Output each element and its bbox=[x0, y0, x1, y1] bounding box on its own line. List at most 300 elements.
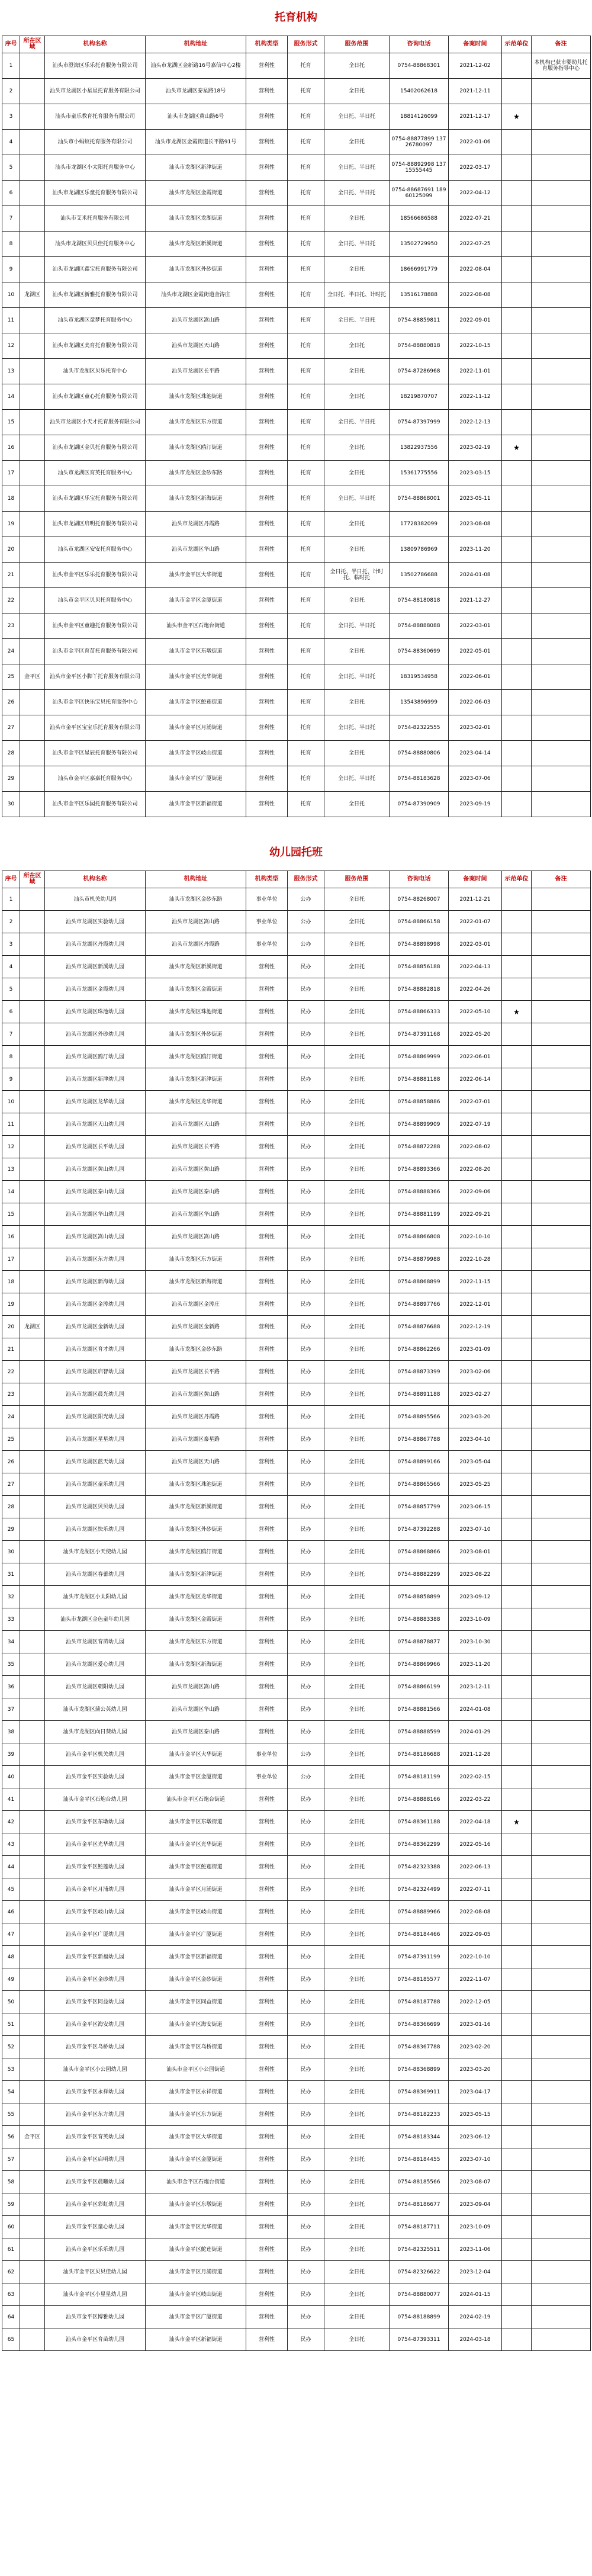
cell-address: 汕头市龙湖区嵩山路 bbox=[146, 1226, 246, 1248]
cell-region bbox=[20, 1811, 45, 1833]
cell-no: 30 bbox=[2, 792, 20, 817]
cell-form: 民办 bbox=[288, 1946, 324, 1968]
cell-date: 2024-01-08 bbox=[449, 1698, 502, 1721]
cell-date: 2023-08-01 bbox=[449, 1541, 502, 1563]
cell-name: 汕头市金平区机关幼儿园 bbox=[45, 1743, 146, 1766]
cell-form: 民办 bbox=[288, 2058, 324, 2081]
cell-star bbox=[502, 1248, 532, 1271]
cell-name: 汕头市金平区育苗托育服务有限公司 bbox=[45, 639, 146, 664]
cell-note bbox=[532, 1316, 591, 1338]
cell-range: 全日托 bbox=[324, 2036, 390, 2058]
cell-date: 2022-07-01 bbox=[449, 1091, 502, 1113]
cell-star bbox=[502, 333, 532, 359]
cell-address: 汕头市龙湖区天山路 bbox=[146, 333, 246, 359]
cell-range: 全日托 bbox=[324, 1676, 390, 1698]
cell-no: 17 bbox=[2, 461, 20, 486]
cell-type: 营利性 bbox=[246, 2126, 288, 2148]
cell-star bbox=[502, 933, 532, 956]
cell-type: 营利性 bbox=[246, 1451, 288, 1473]
cell-range: 全日托 bbox=[324, 79, 390, 104]
cell-date: 2023-08-07 bbox=[449, 2171, 502, 2193]
table-row bbox=[2, 1923, 591, 1946]
table-row bbox=[2, 1046, 591, 1068]
cell-date: 2022-11-01 bbox=[449, 359, 502, 384]
cell-range: 全日托 bbox=[324, 911, 390, 933]
cell-date: 2023-02-01 bbox=[449, 715, 502, 741]
cell-type: 营利性 bbox=[246, 1406, 288, 1428]
cell-star bbox=[502, 1361, 532, 1383]
cell-star bbox=[502, 384, 532, 410]
cell-region bbox=[20, 1631, 45, 1653]
cell-region bbox=[20, 1586, 45, 1608]
cell-name: 汕头市金平区小星星幼儿园 bbox=[45, 2283, 146, 2306]
table-row bbox=[2, 1811, 591, 1833]
cell-note bbox=[532, 2283, 591, 2306]
cell-no: 21 bbox=[2, 563, 20, 588]
cell-range: 全日托、半日托 bbox=[324, 664, 390, 690]
cell-date: 2023-02-27 bbox=[449, 1383, 502, 1406]
cell-form: 民办 bbox=[288, 1653, 324, 1676]
cell-form: 民办 bbox=[288, 2193, 324, 2216]
cell-name: 汕头市金平区启明幼儿园 bbox=[45, 2148, 146, 2171]
table-row bbox=[2, 1001, 591, 1023]
cell-note bbox=[532, 2013, 591, 2036]
cell-range: 全日托 bbox=[324, 639, 390, 664]
cell-phone: 0754-87390909 bbox=[390, 792, 449, 817]
cell-form: 民办 bbox=[288, 1383, 324, 1406]
cell-name: 汕头市龙湖区小太阳托育服务中心 bbox=[45, 155, 146, 181]
cell-address: 汕头市金平区广厦街道 bbox=[146, 2306, 246, 2328]
cell-form: 民办 bbox=[288, 1856, 324, 1878]
cell-range: 全日托 bbox=[324, 130, 390, 155]
cell-note bbox=[532, 792, 591, 817]
cell-no: 57 bbox=[2, 2148, 20, 2171]
cell-name: 汕头市龙湖区贝贝幼儿园 bbox=[45, 1496, 146, 1518]
cell-address: 汕头市龙湖区新溪街道 bbox=[146, 232, 246, 257]
cell-note bbox=[532, 2328, 591, 2351]
cell-range: 全日托 bbox=[324, 1271, 390, 1293]
cell-star bbox=[502, 1608, 532, 1631]
cell-range: 全日托 bbox=[324, 1991, 390, 2013]
cell-region bbox=[20, 1856, 45, 1878]
cell-range: 全日托 bbox=[324, 1608, 390, 1631]
cell-phone: 0754-82322555 bbox=[390, 715, 449, 741]
cell-type: 营利性 bbox=[246, 104, 288, 130]
cell-date: 2022-08-20 bbox=[449, 1158, 502, 1181]
cell-name: 汕头市龙湖区美育托育服务有限公司 bbox=[45, 333, 146, 359]
cell-region bbox=[20, 2216, 45, 2238]
cell-range: 全日托 bbox=[324, 1023, 390, 1046]
cell-range: 全日托、半日托 bbox=[324, 715, 390, 741]
cell-star bbox=[502, 1473, 532, 1496]
cell-range: 全日托、半日托 bbox=[324, 486, 390, 512]
cell-form: 民办 bbox=[288, 2306, 324, 2328]
cell-name: 汕头市金平区实验幼儿园 bbox=[45, 1766, 146, 1788]
cell-form: 民办 bbox=[288, 2216, 324, 2238]
cell-note bbox=[532, 333, 591, 359]
cell-phone: 0754-82323388 bbox=[390, 1856, 449, 1878]
cell-phone: 0754-88188899 bbox=[390, 2306, 449, 2328]
cell-note bbox=[532, 690, 591, 715]
cell-date: 2023-05-11 bbox=[449, 486, 502, 512]
cell-phone: 18566686588 bbox=[390, 206, 449, 232]
cell-type: 营利性 bbox=[246, 410, 288, 435]
cell-form: 托育 bbox=[288, 333, 324, 359]
table-row bbox=[2, 1856, 591, 1878]
cell-note bbox=[532, 384, 591, 410]
cell-type: 营利性 bbox=[246, 2216, 288, 2238]
cell-region bbox=[20, 181, 45, 206]
cell-star bbox=[502, 664, 532, 690]
cell-date: 2022-12-19 bbox=[449, 1316, 502, 1338]
cell-form: 托育 bbox=[288, 308, 324, 333]
cell-address: 汕头市龙湖区鸥汀街道 bbox=[146, 435, 246, 461]
cell-range: 全日托 bbox=[324, 2013, 390, 2036]
cell-star bbox=[502, 1271, 532, 1293]
cell-type: 营利性 bbox=[246, 1946, 288, 1968]
cell-date: 2023-07-10 bbox=[449, 2148, 502, 2171]
table-row bbox=[2, 1518, 591, 1541]
cell-region bbox=[20, 308, 45, 333]
cell-date: 2022-04-26 bbox=[449, 978, 502, 1001]
cell-name: 汕头市龙湖区小太阳幼儿园 bbox=[45, 1586, 146, 1608]
cell-range: 全日托 bbox=[324, 2193, 390, 2216]
table-row bbox=[2, 1338, 591, 1361]
cell-range: 全日托 bbox=[324, 1293, 390, 1316]
cell-no: 7 bbox=[2, 1023, 20, 1046]
section-title-kindergarten: 幼儿园托班 bbox=[269, 846, 323, 859]
cell-star bbox=[502, 1856, 532, 1878]
cell-address: 汕头市龙湖区泰山路 bbox=[146, 1181, 246, 1203]
cell-star bbox=[502, 2328, 532, 2351]
cell-name: 汕头市龙湖区育英托育服务中心 bbox=[45, 461, 146, 486]
cell-star bbox=[502, 978, 532, 1001]
cell-range: 全日托 bbox=[324, 741, 390, 766]
cell-date: 2022-10-10 bbox=[449, 1946, 502, 1968]
cell-address: 汕头市龙湖区外砂街道 bbox=[146, 257, 246, 282]
table-row bbox=[2, 1541, 591, 1563]
cell-range: 全日托 bbox=[324, 588, 390, 614]
cell-star bbox=[502, 1901, 532, 1923]
cell-date: 2022-11-07 bbox=[449, 1968, 502, 1991]
cell-region bbox=[20, 435, 45, 461]
cell-region bbox=[20, 1946, 45, 1968]
cell-range: 全日托 bbox=[324, 1226, 390, 1248]
table-row bbox=[2, 792, 591, 817]
cell-region bbox=[20, 888, 45, 911]
cell-range: 全日托 bbox=[324, 1383, 390, 1406]
cell-star bbox=[502, 1698, 532, 1721]
cell-type: 营利性 bbox=[246, 588, 288, 614]
cell-name: 汕头市龙湖区蒲公英幼儿园 bbox=[45, 1698, 146, 1721]
table-row bbox=[2, 181, 591, 206]
cell-star bbox=[502, 2148, 532, 2171]
cell-note bbox=[532, 1181, 591, 1203]
cell-phone: 0754-88895566 bbox=[390, 1406, 449, 1428]
cell-name: 汕头市金平区乌桥幼儿园 bbox=[45, 2036, 146, 2058]
cell-range: 全日托 bbox=[324, 1878, 390, 1901]
table-row bbox=[2, 933, 591, 956]
table-row bbox=[2, 1586, 591, 1608]
cell-note bbox=[532, 282, 591, 308]
table-row bbox=[2, 308, 591, 333]
cell-type: 营利性 bbox=[246, 1901, 288, 1923]
table-row bbox=[2, 435, 591, 461]
cell-form: 民办 bbox=[288, 2126, 324, 2148]
cell-star bbox=[502, 1878, 532, 1901]
cell-date: 2023-09-04 bbox=[449, 2193, 502, 2216]
cell-range: 全日托 bbox=[324, 1811, 390, 1833]
cell-type: 营利性 bbox=[246, 664, 288, 690]
cell-no: 49 bbox=[2, 1968, 20, 1991]
cell-date: 2022-06-13 bbox=[449, 1856, 502, 1878]
cell-range: 全日托 bbox=[324, 1586, 390, 1608]
cell-note bbox=[532, 486, 591, 512]
cell-no: 3 bbox=[2, 104, 20, 130]
cell-name: 汕头市小蚂蚁托育服务有限公司 bbox=[45, 130, 146, 155]
cell-type: 营利性 bbox=[246, 1361, 288, 1383]
table-row bbox=[2, 1676, 591, 1698]
table-row bbox=[2, 1788, 591, 1811]
table-row bbox=[2, 956, 591, 978]
kindergarten-table bbox=[2, 871, 591, 2351]
cell-address: 汕头市金平区东墩街道 bbox=[146, 1811, 246, 1833]
cell-form: 民办 bbox=[288, 2171, 324, 2193]
cell-region bbox=[20, 1878, 45, 1901]
cell-form: 民办 bbox=[288, 2261, 324, 2283]
cell-no: 40 bbox=[2, 1766, 20, 1788]
cell-star bbox=[502, 1113, 532, 1136]
cell-type: 营利性 bbox=[246, 792, 288, 817]
cell-address: 汕头市龙湖区新溪街道 bbox=[146, 1496, 246, 1518]
cell-address: 汕头市龙湖区嵩山路 bbox=[146, 911, 246, 933]
cell-form: 托育 bbox=[288, 181, 324, 206]
cell-name: 汕头市龙湖区金霞幼儿园 bbox=[45, 978, 146, 1001]
cell-name: 汕头市金平区童心幼儿园 bbox=[45, 2216, 146, 2238]
cell-phone: 0754-87391199 bbox=[390, 1946, 449, 1968]
cell-form: 公办 bbox=[288, 1766, 324, 1788]
cell-name: 汕头市龙湖区小天使幼儿园 bbox=[45, 1541, 146, 1563]
cell-name: 汕头市龙湖区珠池幼儿园 bbox=[45, 1001, 146, 1023]
cell-form: 民办 bbox=[288, 1271, 324, 1293]
cell-form: 托育 bbox=[288, 537, 324, 563]
cell-region bbox=[20, 2238, 45, 2261]
cell-phone: 0754-88881188 bbox=[390, 1068, 449, 1091]
cell-date: 2021-12-28 bbox=[449, 1743, 502, 1766]
cell-type: 营利性 bbox=[246, 1271, 288, 1293]
cell-star bbox=[502, 1428, 532, 1451]
cell-type: 营利性 bbox=[246, 690, 288, 715]
cell-name: 汕头市龙湖区新雅托育服务有限公司 bbox=[45, 282, 146, 308]
cell-address: 汕头市龙湖区珠池街道 bbox=[146, 1473, 246, 1496]
cell-type: 营利性 bbox=[246, 2148, 288, 2171]
cell-address: 汕头市龙湖区黄山路 bbox=[146, 1158, 246, 1181]
cell-no: 9 bbox=[2, 1068, 20, 1091]
cell-range: 全日托 bbox=[324, 1001, 390, 1023]
cell-note bbox=[532, 181, 591, 206]
cell-form: 民办 bbox=[288, 1158, 324, 1181]
cell-no: 25 bbox=[2, 1428, 20, 1451]
cell-star bbox=[502, 308, 532, 333]
cell-form: 托育 bbox=[288, 614, 324, 639]
cell-address: 汕头市龙湖区金霞街道金涛庄 bbox=[146, 282, 246, 308]
cell-star bbox=[502, 956, 532, 978]
cell-name: 汕头市龙湖区实验幼儿园 bbox=[45, 911, 146, 933]
cell-address: 汕头市龙湖区东方街道 bbox=[146, 1631, 246, 1653]
cell-range: 全日托 bbox=[324, 1968, 390, 1991]
header-range: 服务范围 bbox=[324, 871, 390, 888]
cell-note bbox=[532, 639, 591, 664]
cell-address: 汕头市金平区鮀莲街道 bbox=[146, 1856, 246, 1878]
cell-type: 营利性 bbox=[246, 1316, 288, 1338]
cell-form: 托育 bbox=[288, 486, 324, 512]
cell-address: 汕头市金平区永祥街道 bbox=[146, 2081, 246, 2103]
cell-no: 26 bbox=[2, 690, 20, 715]
cell-no: 46 bbox=[2, 1901, 20, 1923]
cell-star bbox=[502, 2103, 532, 2126]
cell-form: 民办 bbox=[288, 1248, 324, 1271]
cell-no: 6 bbox=[2, 1001, 20, 1023]
table-row bbox=[2, 911, 591, 933]
cell-region bbox=[20, 1496, 45, 1518]
cell-date: 2022-02-15 bbox=[449, 1766, 502, 1788]
cell-form: 托育 bbox=[288, 359, 324, 384]
cell-form: 民办 bbox=[288, 1901, 324, 1923]
cell-name: 汕头市金平区彩虹幼儿园 bbox=[45, 2193, 146, 2216]
cell-region bbox=[20, 2261, 45, 2283]
cell-phone: 0754-88880806 bbox=[390, 741, 449, 766]
table-row bbox=[2, 1743, 591, 1766]
cell-name: 汕头市龙湖区鑫宝托育服务有限公司 bbox=[45, 257, 146, 282]
cell-note bbox=[532, 588, 591, 614]
cell-form: 民办 bbox=[288, 956, 324, 978]
cell-no: 21 bbox=[2, 1338, 20, 1361]
cell-date: 2022-10-15 bbox=[449, 333, 502, 359]
cell-name: 汕头市龙湖区育才幼儿园 bbox=[45, 1338, 146, 1361]
cell-star bbox=[502, 588, 532, 614]
cell-no: 34 bbox=[2, 1631, 20, 1653]
cell-date: 2024-02-19 bbox=[449, 2306, 502, 2328]
cell-date: 2022-09-21 bbox=[449, 1203, 502, 1226]
cell-star bbox=[502, 1091, 532, 1113]
cell-phone: 0754-88888599 bbox=[390, 1721, 449, 1743]
table-row bbox=[2, 1158, 591, 1181]
cell-star bbox=[502, 1946, 532, 1968]
cell-range: 全日托 bbox=[324, 2148, 390, 2171]
cell-type: 营利性 bbox=[246, 181, 288, 206]
table-row bbox=[2, 2013, 591, 2036]
cell-note bbox=[532, 2193, 591, 2216]
cell-note bbox=[532, 1698, 591, 1721]
cell-no: 50 bbox=[2, 1991, 20, 2013]
table-row bbox=[2, 1721, 591, 1743]
cell-phone: 0754-88873399 bbox=[390, 1361, 449, 1383]
cell-date: 2024-01-29 bbox=[449, 1721, 502, 1743]
cell-no: 43 bbox=[2, 1833, 20, 1856]
cell-note bbox=[532, 1968, 591, 1991]
table-row bbox=[2, 1496, 591, 1518]
cell-range: 全日托 bbox=[324, 1316, 390, 1338]
cell-phone: 0754-82324499 bbox=[390, 1878, 449, 1901]
cell-region bbox=[20, 1766, 45, 1788]
cell-date: 2022-03-01 bbox=[449, 933, 502, 956]
table-row bbox=[2, 1878, 591, 1901]
cell-region bbox=[20, 1271, 45, 1293]
cell-phone: 0754-88880077 bbox=[390, 2283, 449, 2306]
cell-phone: 0754-88877899 13726780097 bbox=[390, 130, 449, 155]
cell-name: 汕头市金平区快乐宝贝托育服务中心 bbox=[45, 690, 146, 715]
cell-form: 民办 bbox=[288, 978, 324, 1001]
cell-address: 汕头市龙湖区金涛庄 bbox=[146, 1293, 246, 1316]
cell-form: 民办 bbox=[288, 1023, 324, 1046]
cell-region bbox=[20, 1181, 45, 1203]
cell-star bbox=[502, 1181, 532, 1203]
cell-range: 全日托 bbox=[324, 206, 390, 232]
cell-range: 全日托 bbox=[324, 1766, 390, 1788]
cell-address: 汕头市金平区岐山街道 bbox=[146, 1901, 246, 1923]
table-row bbox=[2, 690, 591, 715]
cell-address: 汕头市金平区大华街道 bbox=[146, 563, 246, 588]
cell-no: 6 bbox=[2, 181, 20, 206]
header-form: 服务形式 bbox=[288, 36, 324, 53]
cell-date: 2023-10-09 bbox=[449, 1608, 502, 1631]
cell-phone: 0754-88369911 bbox=[390, 2081, 449, 2103]
cell-form: 民办 bbox=[288, 1608, 324, 1631]
cell-type: 事业单位 bbox=[246, 933, 288, 956]
cell-no: 2 bbox=[2, 911, 20, 933]
cell-address: 汕头市龙湖区华山路 bbox=[146, 537, 246, 563]
cell-star bbox=[502, 1338, 532, 1361]
cell-note: 本机构已获市婴幼儿托育服务指导中心 bbox=[532, 53, 591, 79]
cell-phone: 0754-82325511 bbox=[390, 2238, 449, 2261]
cell-name: 汕头市澄海区乐乐托育服务有限公司 bbox=[45, 53, 146, 79]
cell-form: 托育 bbox=[288, 664, 324, 690]
cell-region bbox=[20, 1068, 45, 1091]
cell-no: 30 bbox=[2, 1541, 20, 1563]
cell-address: 汕头市龙湖区华山路 bbox=[146, 1203, 246, 1226]
nursery-table-wrap bbox=[2, 36, 590, 817]
cell-region bbox=[20, 1451, 45, 1473]
cell-region bbox=[20, 130, 45, 155]
cell-name: 汕头市龙湖区贝乐托育中心 bbox=[45, 359, 146, 384]
cell-form: 公办 bbox=[288, 933, 324, 956]
cell-date: 2024-01-08 bbox=[449, 563, 502, 588]
cell-region bbox=[20, 206, 45, 232]
cell-region bbox=[20, 1923, 45, 1946]
cell-date: 2023-04-17 bbox=[449, 2081, 502, 2103]
cell-address: 汕头市龙湖区龙湖街道 bbox=[146, 206, 246, 232]
cell-note bbox=[532, 1428, 591, 1451]
cell-phone: 0754-88856188 bbox=[390, 956, 449, 978]
cell-star bbox=[502, 181, 532, 206]
cell-address: 汕头市金平区月浦街道 bbox=[146, 1878, 246, 1901]
cell-note bbox=[532, 956, 591, 978]
cell-no: 11 bbox=[2, 1113, 20, 1136]
cell-name: 汕头市龙湖区春蕾幼儿园 bbox=[45, 1563, 146, 1586]
cell-address: 汕头市龙湖区金霞街道 bbox=[146, 978, 246, 1001]
cell-address: 汕头市龙湖区金霞街道 bbox=[146, 181, 246, 206]
cell-star bbox=[502, 2283, 532, 2306]
cell-no: 32 bbox=[2, 1586, 20, 1608]
table-row bbox=[2, 333, 591, 359]
cell-star bbox=[502, 1518, 532, 1541]
cell-date: 2022-03-22 bbox=[449, 1788, 502, 1811]
cell-type: 营利性 bbox=[246, 1113, 288, 1136]
cell-range: 全日托 bbox=[324, 1698, 390, 1721]
cell-phone: 0754-88181199 bbox=[390, 1766, 449, 1788]
cell-no: 13 bbox=[2, 1158, 20, 1181]
cell-range: 全日托、半日托、计时托 bbox=[324, 282, 390, 308]
